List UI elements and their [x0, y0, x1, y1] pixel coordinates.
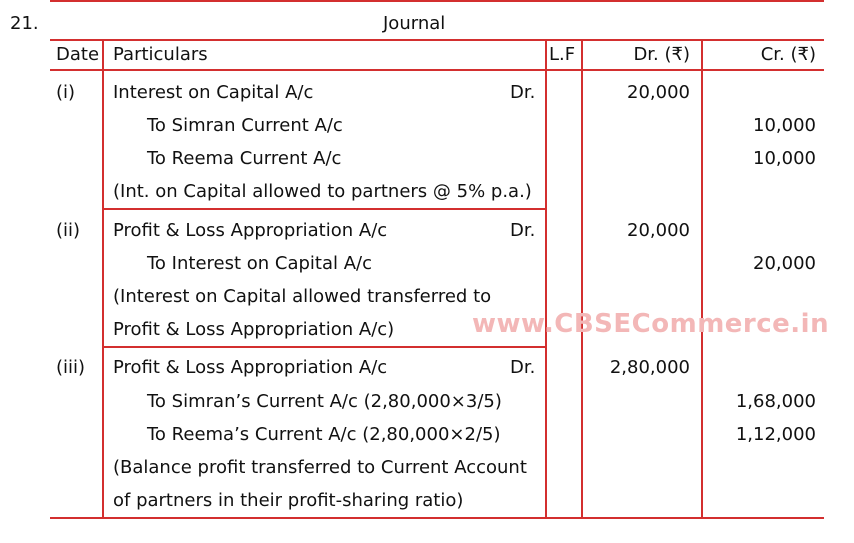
credit-amount: 10,000	[753, 115, 816, 136]
debit-account: Profit & Loss Appropriation A/c	[113, 220, 388, 241]
debit-amount: 2,80,000	[609, 357, 690, 378]
narration-line: (Interest on Capital allowed transferred to	[113, 286, 492, 307]
journal-title: Journal	[383, 13, 446, 34]
header-bottom-rule	[50, 69, 824, 71]
narration-line: (Int. on Capital allowed to partners @ 5% p.a.)	[113, 181, 532, 202]
watermark: www.CBSECommerce.in	[472, 309, 830, 339]
credit-amount: 1,12,000	[735, 424, 816, 445]
col-header-lf: L.F	[549, 44, 576, 65]
col-header-particulars: Particulars	[113, 44, 208, 65]
narration-line: (Balance profit transferred to Current Account	[113, 457, 527, 478]
dr-cr-divider	[701, 40, 703, 518]
credit-amount: 10,000	[753, 148, 816, 169]
question-number: 21.	[10, 13, 39, 34]
entry-date: (iii)	[56, 357, 86, 378]
lf-right-divider	[581, 40, 583, 518]
debit-account: Interest on Capital A/c	[113, 82, 314, 103]
credit-account: To Reema’s Current A/c (2,80,000×2/5)	[147, 424, 501, 445]
col-header-cr: Cr. (₹)	[760, 44, 816, 65]
debit-amount: 20,000	[627, 82, 690, 103]
col-header-dr: Dr. (₹)	[633, 44, 690, 65]
header-top-rule	[50, 39, 824, 41]
top-rule	[50, 0, 824, 2]
credit-account: To Simran Current A/c	[147, 115, 343, 136]
debit-account: Profit & Loss Appropriation A/c	[113, 357, 388, 378]
narration-line: Profit & Loss Appropriation A/c)	[113, 319, 395, 340]
narration-line: of partners in their profit-sharing ratio)	[113, 490, 464, 511]
dr-marker: Dr.	[510, 220, 536, 241]
entry-date: (i)	[56, 82, 76, 103]
dr-marker: Dr.	[510, 357, 536, 378]
credit-amount: 1,68,000	[735, 391, 816, 412]
entry-separator-2	[102, 346, 546, 348]
debit-amount: 20,000	[627, 220, 690, 241]
credit-account: To Simran’s Current A/c (2,80,000×3/5)	[147, 391, 502, 412]
col-header-date: Date	[56, 44, 100, 65]
date-divider	[102, 40, 104, 518]
bottom-rule	[50, 517, 824, 519]
credit-amount: 20,000	[753, 253, 816, 274]
entry-date: (ii)	[56, 220, 81, 241]
entry-separator-1	[102, 208, 546, 210]
dr-marker: Dr.	[510, 82, 536, 103]
lf-left-divider	[545, 40, 547, 518]
credit-account: To Reema Current A/c	[147, 148, 342, 169]
credit-account: To Interest on Capital A/c	[147, 253, 373, 274]
